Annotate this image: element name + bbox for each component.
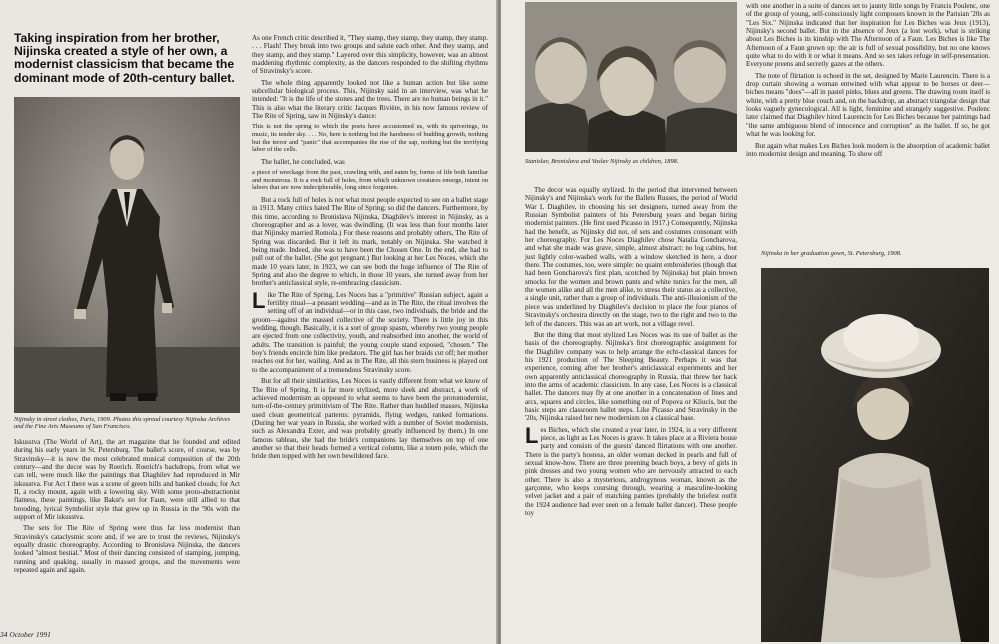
- page-number: 34: [0, 630, 8, 639]
- drop-cap: L: [252, 287, 266, 313]
- paragraph: The note of flirtation is echoed in the set, designed by Marie Laurencin. There is a drop curtain showing a woman entwined with what appear to be horses or deer—biches means "does"—all in pastel pinks, blues and greens. The drawing room itself is white, with a pretty blue couch and, on the backdrop, an abstract triangular design that looks vaguely gynecological. All is light, feminine and strangely suggestive. Poulenc later claimed that Diaghilev hired Laurencin for Les Biches because her paintings had "the same ambiguous blend of innocence and corruption" as the ballet. If so, he got what he was looking for.: [746, 71, 990, 139]
- paragraph: But the thing that most stylized Les Noces was its use of ballet as the basis of the choreography. Nijinska's first choreographic assignment for the Diaghilev company was to help arrange the echt-classical dances for his 1921 production of The Sleeping Beauty. Perhaps it was that experience, coming after her brother's anticlassical experiments and her own apparently anticlassical choreography in Russia, that threw her back into the arms of academic classicism. In any case, Les Noces is a classical ballet. The dancers may fly at one another in a concatenation of lines and arcs, squares and circles, like something out of Popova or Kliucis, but the basic steps are classroom ballet steps. Like Picasso and Stravinsky in the '20s, Nijinska raised her new modernism on a classical base.: [525, 330, 737, 423]
- left-page: [0, 0, 498, 644]
- page-footer: [0, 630, 51, 639]
- paragraph-text: es Biches, which she created a year later, in 1924, is a very different piece, as light as Les Noces is grave. It takes place at a Riviera house party and consists of the guests' danced flirtations with one another. There is the party's hostess, an older woman decked in pearls and full of sexual know-how. There are three preening beach boys, a bevy of girls in pink dresses and two young women who are nervously attracted to each other. There is also a mysterious, androgynous woman, known as the garçonne, who keeps coursing through, wearing a masculine-looking velvet jacket and a pair of matching panties (probably the briefest outfit the 1924 audience had ever seen on a female ballet dancer). These people toy: [525, 425, 737, 518]
- issue-date: October 1991: [9, 630, 51, 639]
- paragraph: The decor was equally stylized. In the period that intervened between Nijinsky's and Nijinska's work for the Ballets Russes, the period of World War I, Diaghilev, in choosing his set designers, turned away from the Russian Symbolist painters of his Petersburg years and began hiring modernist painters. (He first used Picasso in 1917.) Consequently, Nijinska had the benefit, as Nijinsky did not, of sets and costumes consonant with her choreography. For Les Noces Diaghilev chose Natalia Goncharova, and what she made was grave, simple, almost abstract: no log cabins, but just lightly color-washed walls, with a window sketched in here, a door there. The costumes, too, were simple: no quaint embroideries (though that had been Goncharova's first plan, scotched by Nijinska) but plain brown smocks for the women and brown pants and white tunics for the men, all the women alike and all the men alike, to stress their status as a collective, a single unit, rather than a group of individuals. The anti-illusionism of the piece was underlined by Diaghilev's decision to place the four pianos of Stravinsky's orchestra directly on the stage, two to the right and two to the left of the dancers. This was an art work, not a village revel.: [525, 186, 737, 328]
- paragraph: [252, 287, 488, 374]
- nijinsky-street-clothes-photo: [14, 97, 240, 413]
- nijinska-graduation-photo: [761, 268, 989, 642]
- right-column-1-text: [525, 186, 737, 520]
- article-headline: Taking inspiration from her brother, Nijinska created a style of her own, a modernist classicism that became the dominant mode of 20th-century ballet.: [14, 31, 235, 85]
- children-caption: Stanislav, Bronislava and Vaslav Nijinsky as children, 1898.: [525, 158, 679, 165]
- block-quote: a piece of wreckage from the past, crawling with, and eaten by, forms of life both familiar and monstrous. It is a rock full of holes, from which unknown creatures emerge, intent on labors that are now indecipherable, long since forgotten.: [252, 169, 488, 192]
- left-column-1-text: [14, 438, 240, 578]
- right-column-2-text: [746, 2, 990, 161]
- paragraph: But for all their similarities, Les Noces is vastly different from what we know of The Rite of Spring. It is far more stylized, more sleek and abstract, a work of achieved modernism as opposed to what seems to have been the protomodernist, turn-of-the-century primitivism of The Rite. Rather than huddled masses, Nijinska used clean geometrical patterns: pyramids, flying wedges, ranked formations. (During her war years in Russia, she worked with a number of Soviet modernists, such as Alexandra Exter, and was probably greatly influenced by them.) In one famous tableau, she had the bride's companions lay themselves on top of one another so that their heads formed a vertical column, like a totem pole, which the bride then topped with her own bewildered face.: [252, 377, 488, 461]
- children-portrait-image: [525, 2, 737, 152]
- paragraph: But a rock full of holes is not what most people expected to see on a ballet stage in 1913. Many critics hated The Rite of Spring; so did the dancers. Furthermore, by this time, according to Bronislava Nijinska, Diaghilev's interest in Nijinsky, as a choreographer and as a lover, was dwindling. (It was less than four months later that Nijinsky married Romola.) For these reasons and probably others, The Rite of Spring was discarded. But it left its mark, notably on Nijinska. She watched it being made. Indeed, she was to have been the Chosen One. In the end, she had to pull out of the ballet. (She got pregnant.) But looking at her Les Noces, which she made 10 years later, in 1923, we can see both the huge influence of The Rite of Spring and also the degree to which, in those 10 years, she turned away from her brother's anticlassical style, re-embracing classicism.: [252, 195, 488, 288]
- left-column-2-text: [252, 34, 488, 464]
- nijinsky-portrait-image: [14, 97, 240, 413]
- block-quote: This is not the spring to which the poets have accustomed us, with its quiverings, its music, its tender sky. . . . No, here is nothing but the harshness of budding growth, nothing but the terror and "panic" that accompanies the rise of the sap, nothing but the terrifying labor of the cells.: [252, 123, 488, 154]
- street-clothes-caption: Nijinsky in street clothes, Paris, 1909. Photos this spread courtesy Nijinska Archives and the Fine Arts Museums of San Francisco.: [14, 416, 231, 431]
- paragraph: Iskusstva (The World of Art), the art magazine that he founded and edited during his early years in St. Petersburg. The ballet's score, of course, was by Stravinsky—it is now the most celebrated musical composition of the 20th century—and the decor was by Roerich. Roerich's backdrops, from what we can tell, were much like the paintings that Diaghilev had reproduced in Mir iskusstva. For Act I there was a scene of green hills and banked clouds; for Act II, a rocky mount, again with a lowering sky. With some proto-abstractionist flatness, these paintings, like Bakst's set for Faun, were still allied to that brooding, lyrical Symbolist style that grew up in Russia in the '90s with the support of Mir iskusstva.: [14, 438, 240, 522]
- graduation-portrait-image: [761, 268, 989, 642]
- paragraph: The sets for The Rite of Spring were thus far less modernist than Stravinsky's cataclysmic score and, if we are to trust the reviews, Nijinsky's equally drastic choreography. According to Bronislava Nijinska, the dancers looked "almost bestial." Most of their dancing consisted of stamping, jumping, running and quaking, usually in massed groups, and the movements were repeated again and again.: [14, 524, 240, 575]
- paragraph: with one another in a suite of dances set to jaunty little songs by Francis Poulenc, one of the group of young, self-consciously light composers known in the Parisian '20s as "Les Six." Nijinska indicated that her inspiration for Les Biches was Jeux (1913), Nijinsky's second ballet. But in the absence of Jeux (a lost work), what is striking about Les Biches is its kinship with The Afternoon of a Faun. Les Biches is like The Afternoon of a Faun grown up: the air is full of sexual possibility, but no one knows quite what to do with it or what it means. And so sex takes refuge in self-presentation. Everyone preens and secretly gazes at the others.: [746, 2, 990, 69]
- right-page: [501, 0, 999, 644]
- paragraph: [525, 422, 737, 518]
- drop-cap: L: [525, 422, 539, 448]
- paragraph: The ballet, he concluded, was: [261, 157, 345, 166]
- paragraph: As one French critic described it, "They stamp, they stamp, they stamp, they stamp. . . . Flash! They break into two groups and salute each other. And they stamp, and they stamp, and they stamp." Layered over this simplicity, however, was an almost maddening rhythmic complexity, as the dancers responded to the shifting rhythms of Stravinsky's score.: [252, 34, 488, 76]
- paragraph: But again what makes Les Biches look modern is the absorption of academic ballet into modernist design and meaning. To show off: [746, 141, 990, 158]
- graduation-gown-caption: Nijinska in her graduation gown, St. Petersburg, 1908.: [761, 250, 902, 257]
- paragraph: The whole thing apparently looked not like a human action but like some subcellular biological process. This, Nijinsky said in an interview, was what he intended: "It is the life of the stones and the trees. There are no human beings in it." This is also what the literary critic Jacques Rivière, in his now famous review of The Rite of Spring, saw in Nijinsky's dance:: [252, 78, 488, 121]
- paragraph-text: ike The Rite of Spring, Les Noces has a "primitive" Russian subject, again a fertility ritual—a peasant wedding—and as in The Rite, the ritual involves the setting off of an individual—or in this case, two individuals, the bride and the groom—against the massed collective of the society. There is little joy in this wedding, though. Basically, it is a sort of group spasm, whereby two young people are ejected from one collectivity, youth, and reabsorbed into another, the world of adults. The transition is painful; the young couple stand exposed, "chosen." The boy's friends encircle him like predators. The girl has her braids cut off; her mother reaches out for her, wailing. And as in The Rite, all this stern business is played out to the accompaniment of a tremendous Stravinsky score.: [252, 290, 488, 374]
- nijinsky-children-photo: [525, 2, 737, 152]
